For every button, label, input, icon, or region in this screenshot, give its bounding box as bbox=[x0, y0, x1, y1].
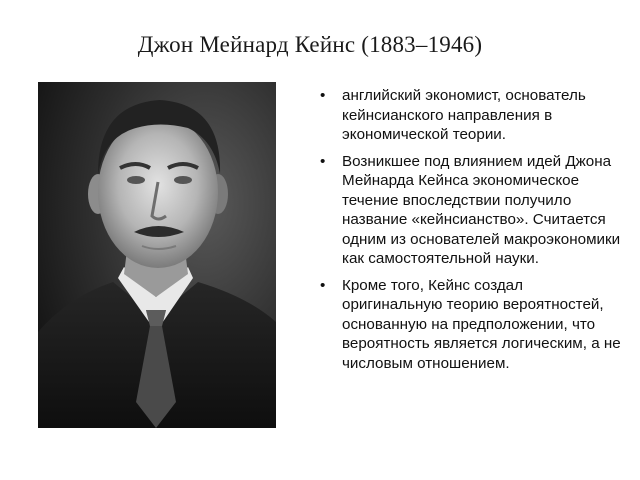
bullet-text: Возникшее под влиянием идей Джона Мейнарда Кейнса экономическое течение впоследствии получило название «кейнсианство». Считается одним из основателей макроэкономики как самостоятельной науки. bbox=[342, 152, 621, 267]
slide-title: Джон Мейнард Кейнс (1883–1946) bbox=[137, 32, 483, 57]
bullet-marker: • bbox=[320, 152, 326, 170]
bullet-marker: • bbox=[320, 276, 326, 294]
bullet-item bbox=[320, 276, 626, 374]
bullet-text: английский экономист, основатель кейнсианского направления в экономической теории. bbox=[342, 87, 586, 143]
bullet-list bbox=[320, 86, 626, 380]
portrait-photo bbox=[38, 82, 276, 428]
bullet-marker: • bbox=[320, 87, 326, 104]
bullet-item bbox=[320, 152, 626, 269]
bullet-text: Кроме того, Кейнс создал оригинальную теорию вероятностей, основанную на предположении, что вероятность является логическим, а не числовым отношением. bbox=[342, 276, 621, 372]
bullet-item bbox=[320, 86, 626, 145]
